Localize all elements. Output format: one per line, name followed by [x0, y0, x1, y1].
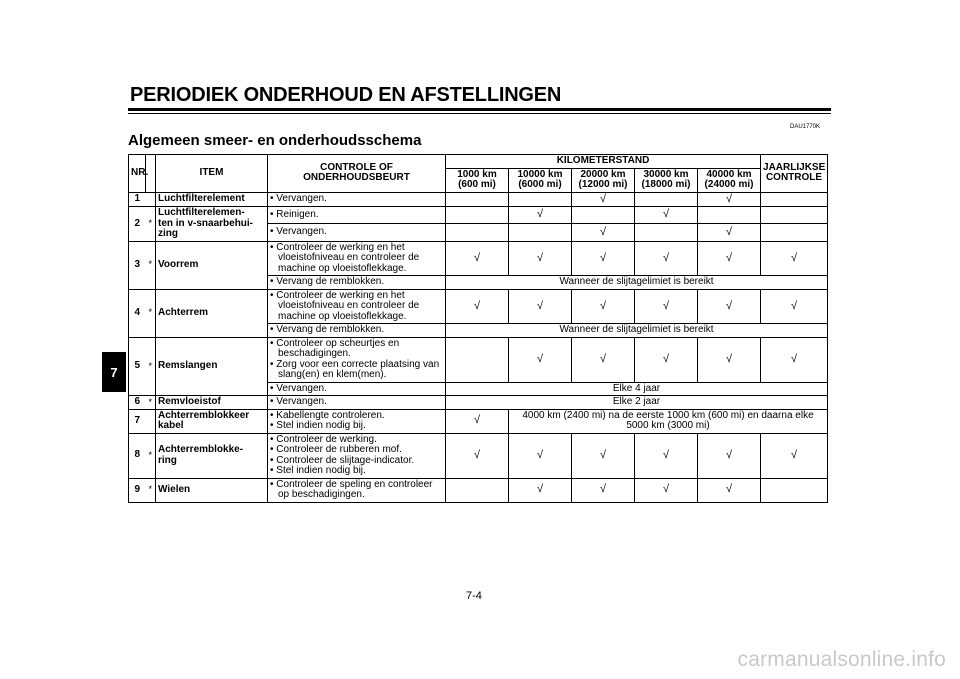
item-star-marker: * — [146, 433, 156, 478]
interval-span-cell: Elke 2 jaar — [446, 396, 828, 410]
check-cell — [446, 207, 509, 224]
check-cell: √ — [698, 192, 761, 207]
check-cell: √ — [572, 192, 635, 207]
check-cell — [761, 192, 828, 207]
header-row — [129, 155, 828, 169]
check-cell — [698, 207, 761, 224]
action-item: • Controleer de werking. — [270, 435, 443, 446]
title-rule-thin — [128, 113, 831, 114]
action-cell — [268, 382, 446, 396]
item-star-marker: * — [146, 478, 156, 502]
item-star-marker: * — [146, 207, 156, 242]
action-item: • Zorg voor een correcte plaatsing van slang(en) en klem(men). — [270, 360, 443, 381]
table-row — [129, 241, 828, 276]
action-item: • Kabellengte controleren. — [270, 411, 443, 422]
interval-span-cell: 4000 km (2400 mi) na de eerste 1000 km (600 mi) en daarna elke 5000 km (3000 mi) — [509, 409, 828, 433]
table-row — [129, 207, 828, 224]
header-check — [268, 155, 446, 193]
check-cell: √ — [509, 337, 572, 382]
action-item: • Vervang de remblokken. — [270, 325, 443, 336]
interval-label: 10000 km (6000 mi) — [517, 168, 563, 190]
table-row — [129, 192, 828, 207]
check-cell: √ — [446, 241, 509, 276]
action-list — [270, 397, 443, 408]
header-annual — [761, 155, 828, 193]
interval-label: 30000 km (18000 mi) — [641, 168, 691, 190]
check-cell — [761, 207, 828, 224]
item-name: Remvloeistof — [156, 396, 268, 410]
check-cell — [509, 192, 572, 207]
action-item: • Vervang de remblokken. — [270, 277, 443, 288]
item-star-marker: * — [146, 241, 156, 289]
item-name: Achterrem — [156, 289, 268, 337]
interval-label: 20000 km (12000 mi) — [578, 168, 628, 190]
check-cell: √ — [572, 289, 635, 324]
item-star-marker: * — [146, 289, 156, 337]
item-name: Voorrem — [156, 241, 268, 289]
check-cell — [572, 207, 635, 224]
table-row — [129, 337, 828, 382]
action-cell — [268, 192, 446, 207]
action-cell — [268, 207, 446, 224]
action-list — [270, 194, 443, 205]
item-number: 8 — [129, 433, 146, 478]
check-cell: √ — [635, 241, 698, 276]
action-cell — [268, 433, 446, 478]
interval-label: 1000 km (600 mi) — [457, 168, 497, 190]
action-list — [270, 325, 443, 336]
check-cell — [761, 478, 828, 502]
check-cell — [509, 224, 572, 241]
action-item: • Reinigen. — [270, 210, 443, 221]
watermark: carmanualsonline.info — [737, 648, 946, 671]
check-cell: √ — [635, 478, 698, 502]
check-cell: √ — [446, 289, 509, 324]
header-item: ITEM — [156, 155, 268, 193]
check-cell: √ — [635, 207, 698, 224]
check-cell: √ — [698, 289, 761, 324]
check-cell: √ — [698, 224, 761, 241]
action-item: • Vervangen. — [270, 384, 443, 395]
item-number: 6 — [129, 396, 146, 410]
check-cell: √ — [761, 289, 828, 324]
check-cell — [635, 192, 698, 207]
check-cell — [446, 478, 509, 502]
item-number: 4 — [129, 289, 146, 337]
check-cell: √ — [509, 241, 572, 276]
item-star-marker — [146, 409, 156, 433]
check-cell — [446, 192, 509, 207]
check-cell — [635, 224, 698, 241]
item-number: 1 — [129, 192, 146, 207]
action-item: • Controleer de slijtage-indicator. — [270, 456, 443, 467]
check-cell: √ — [761, 337, 828, 382]
check-cell: √ — [446, 433, 509, 478]
check-cell: √ — [509, 289, 572, 324]
interval-span-cell: Wanneer de slijtagelimiet is bereikt — [446, 276, 828, 290]
check-cell: √ — [635, 337, 698, 382]
header-nr: NR. — [129, 155, 146, 193]
item-name: Wielen — [156, 478, 268, 502]
table-row — [129, 478, 828, 502]
item-number: 7 — [129, 409, 146, 433]
item-number: 3 — [129, 241, 146, 289]
item-name: Achterremblokkeer kabel — [156, 409, 268, 433]
item-number: 5 — [129, 337, 146, 396]
check-cell: √ — [572, 337, 635, 382]
item-number: 2 — [129, 207, 146, 242]
check-cell: √ — [572, 478, 635, 502]
check-cell: √ — [509, 478, 572, 502]
check-cell: √ — [509, 207, 572, 224]
interval-label: 40000 km (24000 mi) — [704, 168, 754, 190]
action-item: • Controleer de speling en controleer op beschadigingen. — [270, 480, 443, 501]
check-cell: √ — [635, 289, 698, 324]
check-cell: √ — [698, 337, 761, 382]
item-name: Remslangen — [156, 337, 268, 396]
action-list — [270, 480, 443, 501]
action-item: • Controleer de werking en het vloeistofniveau en controleer de machine op vloeistoflekkage. — [270, 291, 443, 323]
table-row — [129, 433, 828, 478]
check-cell: √ — [572, 241, 635, 276]
header-interval — [698, 168, 761, 192]
header-interval — [509, 168, 572, 192]
table-row — [129, 409, 828, 433]
header-interval — [446, 168, 509, 192]
item-star-marker: * — [146, 337, 156, 396]
item-star-marker — [146, 192, 156, 207]
item-name: Luchtfilterelement — [156, 192, 268, 207]
header-odometer: KILOMETERSTAND — [446, 155, 761, 169]
action-cell — [268, 276, 446, 290]
item-name: Luchtfilterelemen- ten in v-snaarbehui- zing — [156, 207, 268, 242]
table-row — [129, 396, 828, 410]
action-item: • Controleer op scheurtjes en beschadigingen. — [270, 339, 443, 360]
check-cell: √ — [761, 433, 828, 478]
header-annual-text: JAARLIJKSE CONTROLE — [763, 161, 826, 184]
action-item: • Stel indien nodig bij. — [270, 421, 443, 432]
check-cell — [446, 224, 509, 241]
check-cell: √ — [698, 478, 761, 502]
action-list — [270, 291, 443, 323]
section-title: Algemeen smeer- en onderhoudsschema — [128, 132, 422, 149]
action-list — [270, 339, 443, 381]
header-check-text: CONTROLE OF ONDERHOUDSBEURT — [303, 161, 410, 184]
header-interval — [572, 168, 635, 192]
action-cell — [268, 478, 446, 502]
check-cell — [761, 224, 828, 241]
page-title: PERIODIEK ONDERHOUD EN AFSTELLINGEN — [130, 84, 562, 106]
document-code: DAU1770K — [790, 124, 821, 130]
action-cell — [268, 324, 446, 338]
action-list — [270, 411, 443, 432]
action-item: • Vervangen. — [270, 194, 443, 205]
action-item: • Stel indien nodig bij. — [270, 466, 443, 477]
maintenance-schedule-table — [128, 154, 828, 503]
title-rule — [128, 108, 831, 111]
item-star-marker: * — [146, 396, 156, 410]
interval-span-cell: Wanneer de slijtagelimiet is bereikt — [446, 324, 828, 338]
schedule-body — [129, 192, 828, 502]
check-cell — [446, 337, 509, 382]
header-interval — [635, 168, 698, 192]
table-row — [129, 289, 828, 324]
action-list — [270, 227, 443, 238]
action-list — [270, 277, 443, 288]
check-cell: √ — [635, 433, 698, 478]
action-cell — [268, 409, 446, 433]
check-cell: √ — [446, 409, 509, 433]
action-list — [270, 243, 443, 275]
interval-span-cell: Elke 4 jaar — [446, 382, 828, 396]
item-number: 9 — [129, 478, 146, 502]
action-list — [270, 210, 443, 221]
action-item: • Vervangen. — [270, 397, 443, 408]
check-cell: √ — [509, 433, 572, 478]
chapter-tab: 7 — [102, 352, 126, 392]
action-cell — [268, 337, 446, 382]
action-item: • Controleer de rubberen mof. — [270, 445, 443, 456]
check-cell: √ — [761, 241, 828, 276]
action-cell — [268, 289, 446, 324]
action-item: • Controleer de werking en het vloeistofniveau en controleer de machine op vloeistoflekkage. — [270, 243, 443, 275]
check-cell: √ — [698, 241, 761, 276]
action-cell — [268, 241, 446, 276]
action-list — [270, 384, 443, 395]
action-list — [270, 435, 443, 477]
action-cell — [268, 224, 446, 241]
action-cell — [268, 396, 446, 410]
check-cell: √ — [572, 433, 635, 478]
page-number: 7-4 — [466, 590, 482, 602]
action-item: • Vervangen. — [270, 227, 443, 238]
check-cell: √ — [572, 224, 635, 241]
check-cell: √ — [698, 433, 761, 478]
item-name: Achterremblokke- ring — [156, 433, 268, 478]
